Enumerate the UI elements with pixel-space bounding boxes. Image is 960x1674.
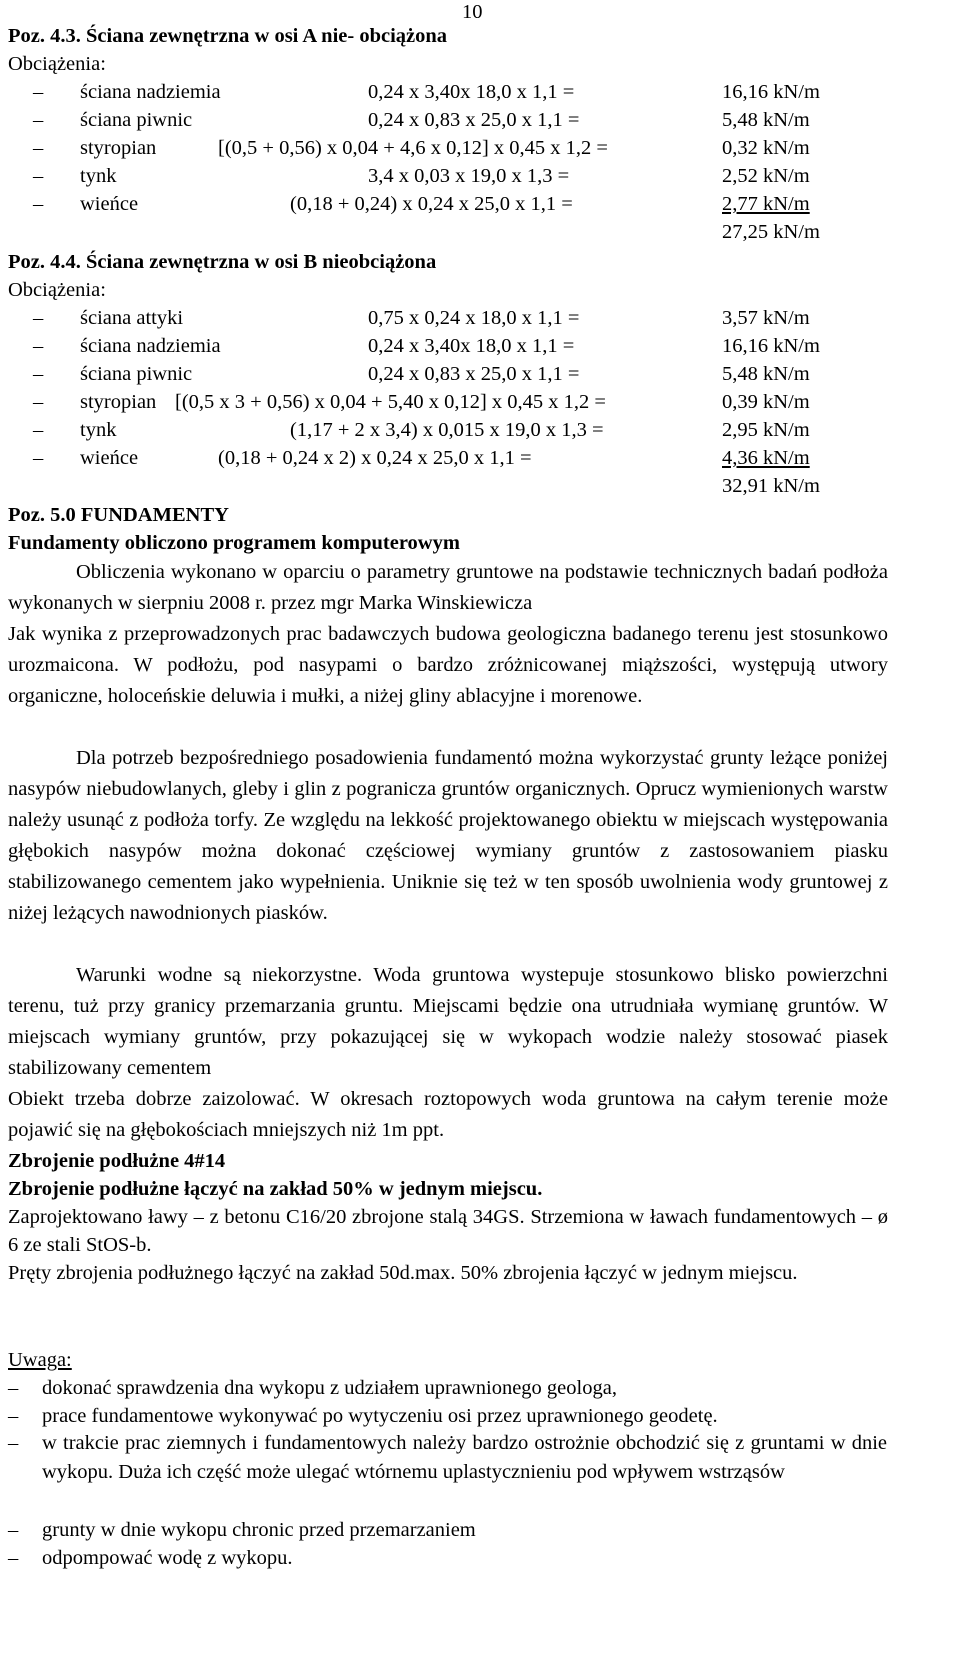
load-formula: (0,18 + 0,24) x 0,24 x 25,0 x 1,1 = <box>290 193 573 215</box>
dash-icon: – <box>33 447 44 469</box>
paragraph <box>8 1203 888 1259</box>
paragraph <box>8 557 888 619</box>
load-formula: 0,24 x 3,40x 18,0 x 1,1 = <box>368 335 575 357</box>
paragraph <box>8 743 888 929</box>
load-value: 4,36 kN/m <box>722 447 810 469</box>
load-value: 2,77 kN/m <box>722 193 810 215</box>
total-row <box>0 474 960 498</box>
load-label: ściana nadziemia <box>80 335 221 357</box>
load-formula: 0,24 x 3,40x 18,0 x 1,1 = <box>368 81 575 103</box>
load-value: 2,95 kN/m <box>722 419 810 441</box>
dash-icon: – <box>33 419 44 441</box>
dash-icon: – <box>33 81 44 103</box>
paragraph-text: Warunki wodne są niekorzystne. Woda gruntowa wystepuje stosunkowo blisko powierzchni terenu, tuż przy granicy przemarzania gruntu. Miejscami będzie ona utrudniała wymianę gruntów. W miejscach wymiany gruntów, przy pokazującej się w wykopach wodzie należy stosować piasek stabilizowany cementem <box>8 964 888 1079</box>
paragraph-text: Dla potrzeb bezpośredniego posadowienia fundamentó można wykorzystać grunty leżące poniżej nasypów niebudowlanych, gleby i glin z pogranicza gruntów organicznych. Oprucz wymienionych warstw należy usunąć z podłoża torfy. Ze względu na lekkość projektowanego obiektu w miejscach występowania głębokich nasypów można dokonać częściowej wymiany gruntów z zastosowaniem piasku stabilizowanego cementem jako wypełnienia. Uniknie się też w ten sposób uwolnienia wody gruntowej z niżej leżących nawodnionych piasków. <box>8 747 888 924</box>
paragraph <box>8 619 888 712</box>
paragraph-text: Pręty zbrojenia podłużnego łączyć na zakład 50d.max. 50% zbrojenia łączyć w jednym miejscu. <box>8 1262 798 1284</box>
dash-icon: – <box>8 1377 19 1399</box>
dash-icon: – <box>33 363 44 385</box>
load-row <box>0 418 960 442</box>
note-text: odpompować wodę z wykopu. <box>42 1547 293 1569</box>
load-label: tynk <box>80 419 117 441</box>
load-row <box>0 164 960 188</box>
dash-icon: – <box>33 307 44 329</box>
section-5-0-subtitle: Fundamenty obliczono programem komputerowym <box>8 532 460 554</box>
load-formula: (1,17 + 2 x 3,4) x 0,015 x 19,0 x 1,3 = <box>290 419 604 441</box>
load-total: 32,91 kN/m <box>722 475 820 497</box>
load-formula: 0,24 x 0,83 x 25,0 x 1,1 = <box>368 109 580 131</box>
page-number: 10 <box>462 1 483 23</box>
load-row <box>0 334 960 358</box>
paragraph-text: Jak wynika z przeprowadzonych prac badawczych budowa geologiczna badanego terenu jest stosunkowo urozmaicona. W podłożu, pod nasypami o bardzo zróżnicowanej miąższości, występują utwory organiczne, holoceńskie deluwia i mułki, a niżej gliny ablacyjne i morenowe. <box>8 623 888 707</box>
load-value: 0,39 kN/m <box>722 391 810 413</box>
total-row <box>0 220 960 244</box>
dash-icon: – <box>33 137 44 159</box>
load-formula: (0,18 + 0,24 x 2) x 0,24 x 25,0 x 1,1 = <box>218 447 532 469</box>
paragraph <box>8 1084 888 1146</box>
dash-icon: – <box>33 193 44 215</box>
paragraph-text: Obliczenia wykonano w oparciu o parametry gruntowe na podstawie technicznych badań podłoża wykonanych w sierpniu 2008 r. przez mgr Marka Winskiewicza <box>8 561 888 614</box>
dash-icon: – <box>8 1405 19 1427</box>
load-row <box>0 108 960 132</box>
dash-icon: – <box>33 391 44 413</box>
load-row <box>0 306 960 330</box>
paragraph-text: Obiekt trzeba dobrze zaizolować. W okresach roztopowych woda gruntowa na całym terenie może pojawić się na głębokościach mniejszych niż 1m ppt. <box>8 1088 888 1141</box>
section-5-0-title: Poz. 5.0 FUNDAMENTY <box>8 504 229 526</box>
load-formula: [(0,5 x 3 + 0,56) x 0,04 + 5,40 x 0,12] x 0,45 x 1,2 = <box>175 391 606 413</box>
load-total: 27,25 kN/m <box>722 221 820 243</box>
load-value: 5,48 kN/m <box>722 363 810 385</box>
notes-heading: Uwaga: <box>8 1349 72 1371</box>
load-value: 5,48 kN/m <box>722 109 810 131</box>
load-value: 3,57 kN/m <box>722 307 810 329</box>
dash-icon: – <box>8 1547 19 1569</box>
load-row <box>0 192 960 216</box>
section-4-4-loads-label: Obciążenia: <box>8 279 106 301</box>
load-formula: 3,4 x 0,03 x 19,0 x 1,3 = <box>368 165 570 187</box>
load-label: ściana piwnic <box>80 363 193 385</box>
load-value: 2,52 kN/m <box>722 165 810 187</box>
load-label: styropian <box>80 137 157 159</box>
load-value: 16,16 kN/m <box>722 81 820 103</box>
load-formula: [(0,5 + 0,56) x 0,04 + 4,6 x 0,12] x 0,45 x 1,2 = <box>218 137 608 159</box>
load-row <box>0 390 960 414</box>
note-text: dokonać sprawdzenia dna wykopu z udziałem uprawnionego geologa, <box>42 1377 617 1399</box>
note-text: grunty w dnie wykopu chronic przed przemarzaniem <box>42 1519 476 1541</box>
section-4-4-title: Poz. 4.4. Ściana zewnętrzna w osi B nieobciążona <box>8 251 437 273</box>
load-value: 16,16 kN/m <box>722 335 820 357</box>
load-formula: 0,75 x 0,24 x 18,0 x 1,1 = <box>368 307 580 329</box>
load-row <box>0 80 960 104</box>
load-label: ściana attyki <box>80 307 184 329</box>
load-label: ściana nadziemia <box>80 81 221 103</box>
section-4-3-loads-label: Obciążenia: <box>8 53 106 75</box>
dash-icon: – <box>8 1432 19 1454</box>
dash-icon: – <box>33 335 44 357</box>
load-row <box>0 136 960 160</box>
load-label: tynk <box>80 165 117 187</box>
dash-icon: – <box>8 1519 19 1541</box>
dash-icon: – <box>33 109 44 131</box>
reinforcement-heading: Zbrojenie podłużne 4#14 <box>8 1150 226 1172</box>
load-label: styropian <box>80 391 157 413</box>
note-text: w trakcie prac ziemnych i fundamentowych należy bardzo ostrożnie obchodzić się z gruntami w dnie wykopu. Duża ich część może ulegać wtórnemu uplastycznieniu pod wpływem wstrząsów <box>42 1432 887 1483</box>
load-row <box>0 446 960 470</box>
paragraph <box>8 960 888 1084</box>
load-label: wieńce <box>80 193 139 215</box>
load-label: ściana piwnic <box>80 109 193 131</box>
section-4-3-title: Poz. 4.3. Ściana zewnętrzna w osi A nie- obciążona <box>8 25 448 47</box>
note-text: prace fundamentowe wykonywać po wytyczeniu osi przez uprawnionego geodetę. <box>42 1405 718 1427</box>
load-label: wieńce <box>80 447 139 469</box>
load-row <box>0 362 960 386</box>
paragraph <box>8 1259 888 1287</box>
paragraph-text: Zaprojektowano ławy – z betonu C16/20 zbrojone stalą 34GS. Strzemiona w ławach fundamentowych – ø 6 ze stali StOS-b. <box>8 1206 888 1256</box>
load-value: 0,32 kN/m <box>722 137 810 159</box>
dash-icon: – <box>33 165 44 187</box>
reinforcement-heading: Zbrojenie podłużne łączyć na zakład 50% w jednym miejscu. <box>8 1178 543 1200</box>
load-formula: 0,24 x 0,83 x 25,0 x 1,1 = <box>368 363 580 385</box>
